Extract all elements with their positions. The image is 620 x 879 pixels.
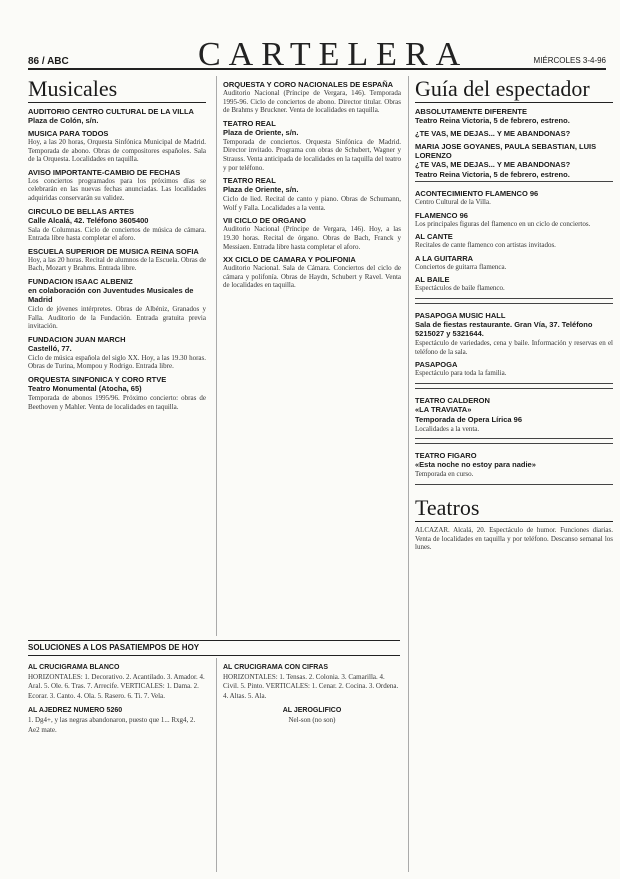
musicales-entry — [28, 247, 206, 273]
flamenco-entry — [415, 232, 613, 250]
calderon-box — [415, 388, 613, 440]
entry-body: Temporada de conciertos. Orquesta Sinfónica de Madrid. Director invitado. Programa con obras de Schubert, Wagner y Strauss. Venta anticipada de localidades en la taquilla del teatro y por teléfono. — [223, 137, 401, 172]
pasapoga-entry — [415, 360, 613, 378]
entry-address: Plaza de Colón, s/n. — [28, 116, 99, 125]
entry-heading: ORQUESTA SINFONICA Y CORO RTVE — [28, 374, 167, 384]
entry-heading: XX CICLO DE CAMARA Y POLIFONIA — [223, 255, 356, 265]
guia-column — [408, 76, 613, 872]
flamenco-entry — [415, 211, 613, 229]
concert-entry — [223, 255, 401, 290]
entry-address: Sala de fiestas restaurante. Gran Vía, 37. Teléfono 5215027 y 5321644. — [415, 319, 593, 338]
entry-address: ¿TE VAS, ME DEJAS... Y ME ABANDONAS? — [415, 160, 571, 169]
entry-body: Hoy, a las 20 horas. Recital de alumnos de la Escuela. Obras de Bach, Mozart y Brahms. Entrada libre. — [28, 255, 206, 273]
entry-heading: TEATRO CALDERON — [415, 395, 490, 405]
entry-body: Los principales figuras del flamenco en un ciclo de conciertos. — [415, 219, 591, 228]
pasapoga-entry — [415, 311, 613, 356]
entry-heading: ESCUELA SUPERIOR DE MUSICA REINA SOFIA — [28, 246, 199, 256]
entry-address: Temporada de Opera Lírica 96 — [415, 414, 522, 424]
entry-heading: TEATRO REAL — [223, 176, 276, 186]
masthead — [28, 34, 606, 73]
solution-heading: AL CRUCIGRAMA CON CIFRAS — [223, 664, 328, 671]
concert-entry — [223, 176, 401, 212]
entry-body: Localidades a la venta. — [415, 424, 480, 433]
musicales-entry — [28, 375, 206, 411]
solution-heading: AL CRUCIGRAMA BLANCO — [28, 664, 120, 671]
entry-body: Sala de Columnas. Ciclo de conciertos de música de cámara. Entrada libre hasta completar el aforo. — [28, 225, 206, 243]
solution-heading: AL JEROGLIFICO — [282, 707, 342, 715]
entry-address: Plaza de Oriente, s/n. — [223, 185, 299, 195]
guia-top-entry — [415, 107, 613, 125]
pasapoga-box — [415, 303, 613, 384]
entry-body: Conciertos de guitarra flamenca. — [415, 262, 507, 271]
entry-heading: TEATRO REAL — [223, 118, 276, 128]
entry-address: Plaza de Oriente, s/n. — [223, 127, 299, 137]
entry-body: Auditorio Nacional (Príncipe de Vergara, 146). Hoy, a las 19.30 horas. Recital de órgano. Obras de Bach, Franck y Messiaen. Entrada libre hasta completar el aforo. — [223, 225, 401, 251]
masthead-rule — [28, 68, 606, 70]
entry-heading: ORQUESTA Y CORO NACIONALES DE ESPAÑA — [223, 80, 394, 89]
entry-address: en colaboración con Juventudes Musicales de Madrid — [28, 285, 194, 304]
entry-body: Recitales de cante flamenco con artistas invitados. — [415, 241, 556, 250]
entry-heading: AL BAILE — [415, 275, 450, 285]
entry-address: Teatro Reina Victoria, 5 de febrero, estreno. — [415, 170, 570, 179]
entry-body: Centro Cultural de la Villa. — [415, 198, 491, 206]
entry-address: Castelló, 77. — [28, 343, 72, 353]
solutions-bar: SOLUCIONES A LOS PASATIEMPOS DE HOY — [28, 640, 400, 656]
concert-entry — [223, 80, 401, 115]
entry-body: Temporada de abonos 1995/96. Próximo concierto: obras de Beethoven y Mahler. Venta de localidades en taquilla. — [28, 393, 206, 411]
solution-body: 1. Dg4+, y las negras abandonaron, puesto que 1... Rxg4, 2. Ae2 mate. — [28, 716, 196, 734]
entry-body: Espectáculo para toda la familia. — [415, 369, 507, 378]
musicales-column — [28, 76, 206, 636]
flamenco-entry — [415, 275, 613, 293]
musicales-entry — [28, 107, 206, 125]
orchestra-column — [216, 76, 401, 636]
solution-body: HORIZONTALES: 1. Tensas. 2. Colonia. 3. Camarilla. 4. Civil. 5. Pinto. VERTICALES: 1. Cenar. 2. Cocina. 3. Ordena. 4. Altas. 5. Ala. — [223, 673, 399, 700]
section-title: CARTELERA — [198, 36, 469, 73]
entry-heading: FUNDACION JUAN MARCH — [28, 334, 126, 344]
guia-heading: Guía del espectador — [415, 76, 613, 103]
entry-address: «Esta noche no estoy para nadie» — [415, 460, 536, 470]
concert-entry — [223, 119, 401, 172]
entry-body: Ciclo de jóvenes intérpretes. Obras de Albéniz, Granados y Falla. Auditorio de la Fundación. Entrada gratuita previa invitación. — [28, 304, 206, 331]
entry-address: Teatro Monumental (Atocha, 65) — [28, 383, 142, 393]
musicales-entry — [28, 277, 206, 331]
entry-heading: AVISO IMPORTANTE-CAMBIO DE FECHAS — [28, 167, 181, 177]
entry-body: Espectáculo de variedades, cena y baile. Información y reservas en el teléfono de la sala. — [415, 338, 613, 356]
entry-heading: CIRCULO DE BELLAS ARTES — [28, 206, 134, 216]
solution-heading: AL AJEDREZ NUMERO 5260 — [28, 707, 123, 715]
entry-heading: TEATRO FIGARO — [415, 451, 477, 461]
solution-body: HORIZONTALES: 1. Decorativo. 2. Acantilado. 3. Amador. 4. Aral. 5. Ole. 6. Tras. 7. Arrecife. VERTICALES: 1. Dama. 2. Ecorar. 3. Canto. 4. Ola. 5. Rasero. 6. Ti. 7. Vela. — [28, 673, 205, 700]
guia-top-entry — [415, 170, 613, 179]
musicales-entry — [28, 207, 206, 243]
entry-heading: MUSICA PARA TODOS — [28, 129, 109, 138]
entry-heading: FLAMENCO 96 — [415, 210, 468, 220]
entry-heading: ACONTECIMIENTO FLAMENCO 96 — [415, 189, 539, 198]
entry-heading: AL CANTE — [415, 232, 453, 242]
entry-heading: ¿TE VAS, ME DEJAS... Y ME ABANDONAS? — [415, 129, 571, 138]
entry-heading: MARIA JOSE GOYANES, PAULA SEBASTIAN, LUIS LORENZO — [415, 142, 597, 160]
entry-address: «LA TRAVIATA» — [415, 404, 472, 414]
flamenco-entry — [415, 189, 613, 207]
flamenco-box — [415, 181, 613, 299]
solutions-right — [216, 658, 401, 872]
entry-body: Ciclo de música española del siglo XX. Hoy, a las 19.30 horas. Obras de Turina, Mompou y Rodrigo. Entrada libre. — [28, 353, 206, 371]
guia-top-entry — [415, 129, 613, 138]
solution-body: Nel-son (no son) — [288, 716, 336, 725]
entry-heading: FUNDACION ISAAC ALBENIZ — [28, 276, 133, 286]
entry-body: Hoy, a las 20 horas, Orquesta Sinfónica Municipal de Madrid. Temporada de abono. Obras de compositores españoles. Sala de la Orquesta. Localidades en taquilla. — [28, 138, 206, 164]
entry-address: Calle Alcalá, 42. Teléfono 3605400 — [28, 215, 149, 225]
entry-heading: AUDITORIO CENTRO CULTURAL DE LA VILLA — [28, 107, 194, 116]
concert-entry — [223, 216, 401, 251]
solutions-left — [28, 658, 206, 872]
entry-body: Espectáculos de baile flamenco. — [415, 284, 505, 293]
entry-body: Los conciertos programados para los próximos días se celebrarán en las nuevas fechas anunciadas. Las localidades adquiridas conservarán su validez. — [28, 176, 206, 202]
musicales-entry — [28, 335, 206, 371]
musicales-heading: Musicales — [28, 76, 206, 103]
issue-date: MIÉRCOLES 3-4-96 — [533, 56, 606, 65]
teatros-body: ALCAZAR. Alcalá, 20. Espectáculo de humor. Funciones diarias. Venta de localidades en taquilla y por teléfono. Descanso semanal los lunes. — [415, 525, 613, 552]
entry-heading: VII CICLO DE ORGANO — [223, 216, 306, 226]
entry-address: Teatro Reina Victoria, 5 de febrero, estreno. — [415, 116, 570, 125]
entry-heading: A LA GUITARRA — [415, 253, 474, 263]
entry-heading: PASAPOGA MUSIC HALL — [415, 310, 506, 320]
teatros-heading: Teatros — [415, 495, 613, 522]
entry-body: Temporada en curso. — [415, 470, 474, 479]
entry-heading: ABSOLUTAMENTE DIFERENTE — [415, 107, 527, 116]
newspaper-page — [28, 34, 613, 872]
musicales-entry — [28, 129, 206, 164]
page-number: 86 / ABC — [28, 56, 69, 67]
figaro-box — [415, 443, 613, 485]
guia-top-entry — [415, 142, 613, 169]
entry-body: Auditorio Nacional (Príncipe de Vergara, 146). Temporada 1995-96. Ciclo de conciertos de abono. Director titular. Obras de Brahms y Bruckner. Venta de localidades en taquilla. — [223, 89, 401, 115]
flamenco-entry — [415, 254, 613, 272]
musicales-entry — [28, 168, 206, 203]
entry-heading: PASAPOGA — [415, 360, 458, 370]
entry-body: Ciclo de lied. Recital de canto y piano. Obras de Schumann, Wolf y Falla. Localidades a la venta. — [223, 195, 401, 212]
entry-body: Auditorio Nacional. Sala de Cámara. Conciertos del ciclo de cámara y polifonía. Obras de Haydn, Schubert y Ravel. Venta de localidades en taquilla. — [223, 264, 401, 290]
